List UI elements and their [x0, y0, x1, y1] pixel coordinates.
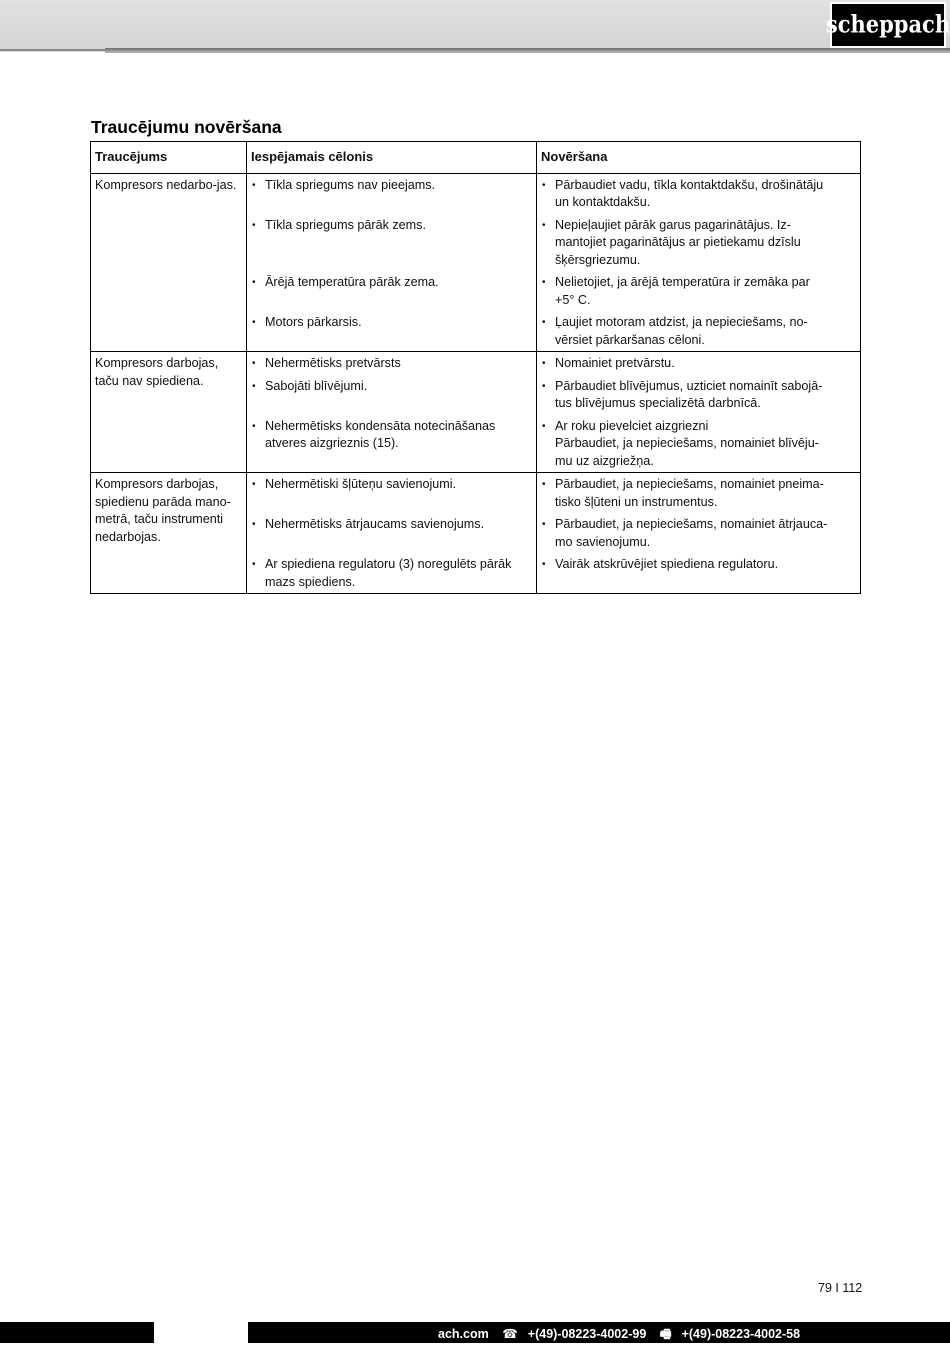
bullet-line: • Nehermētisks ātrjaucams savienojums.	[251, 516, 532, 534]
bullet-line: • Nehermētiski šļūteņu savienojumi.	[251, 476, 532, 494]
continuation-line: mantojiet pagarinātājus ar pietiekamu dzīslu	[555, 235, 801, 249]
troubleshooting-table	[90, 141, 861, 594]
bullet-line: • Ļaujiet motoram atdzist, ja nepieciešams, no-	[541, 314, 856, 332]
continuation-line: tisko šļūteni un instrumentus.	[555, 494, 718, 509]
fax-icon: 🖷	[659, 1327, 672, 1341]
bullet-line: • Pārbaudiet, ja nepieciešams, nomainiet pneima-	[541, 476, 856, 494]
table-row	[91, 473, 861, 514]
header-rule	[105, 48, 950, 53]
bullet-line: • Nomainiet pretvārstu.	[541, 355, 856, 373]
bullet-line: • Tīkla spriegums nav pieejams.	[251, 177, 532, 195]
header-rule-left	[0, 49, 105, 51]
cause-cell	[247, 473, 537, 514]
footer-contact	[438, 1325, 810, 1346]
continuation-line: mo savienojumu.	[555, 534, 651, 549]
bullet-line: • Pārbaudiet blīvējumus, uzticiet nomainīt sabojā-	[541, 378, 856, 396]
continuation-line: mazs spiediens.	[265, 574, 356, 589]
remedy-cell	[537, 352, 861, 375]
remedy-cell	[537, 375, 861, 415]
cause-cell	[247, 352, 537, 375]
bullet-line: • Nehermētisks kondensāta notecināšanas	[251, 418, 532, 436]
header-band	[0, 0, 950, 52]
page-title: Traucējumu novēršana	[91, 117, 282, 137]
remedy-cell	[537, 553, 861, 594]
remedy-cell	[537, 173, 861, 214]
cause-cell	[247, 173, 537, 214]
remedy-cell	[537, 513, 861, 553]
fault-cell: Kompresors darbojas, spiedienu parāda mano-metrā, taču instrumenti nedarbojas.	[91, 473, 247, 594]
continuation-line: vērsiet pārkaršanas cēloni.	[555, 332, 705, 347]
cause-cell	[247, 271, 537, 311]
cause-cell	[247, 375, 537, 415]
remedy-cell	[537, 415, 861, 473]
cause-cell	[247, 311, 537, 352]
page-number: 79 I 112	[818, 1281, 863, 1295]
continuation-line: Pārbaudiet, ja nepieciešams, nomainiet blīvēju-	[555, 436, 819, 450]
cause-cell	[247, 553, 537, 594]
logo-text: scheppach	[825, 11, 950, 40]
scheppach-logo	[825, 2, 950, 48]
bullet-line: • Sabojāti blīvējumi.	[251, 378, 532, 396]
cause-cell	[247, 214, 537, 272]
fault-cell: Kompresors nedarbo-jas.	[91, 173, 247, 352]
column-header-fault: Traucējums	[91, 142, 247, 174]
telephone-icon: ☎	[502, 1327, 518, 1341]
footer-white-block	[154, 1322, 248, 1343]
remedy-cell	[537, 271, 861, 311]
table-body	[91, 173, 861, 594]
table-row	[91, 173, 861, 214]
continuation-line: tus blīvējumus specializētā darbnīcā.	[555, 396, 761, 410]
footer-fax: +(49)-08223-4002-58	[681, 1327, 801, 1341]
bullet-line: • Ārējā temperatūra pārāk zema.	[251, 274, 532, 292]
continuation-line: mu uz aizgriežņa.	[555, 453, 654, 468]
table-row	[91, 352, 861, 375]
continuation-line: +5° C.	[555, 292, 591, 307]
cause-cell	[247, 513, 537, 553]
bullet-line: • Motors pārkarsis.	[251, 314, 532, 332]
column-header-cause: Iespējamais cēlonis	[247, 142, 537, 174]
bullet-line: • Tīkla spriegums pārāk zems.	[251, 217, 532, 235]
footer-website[interactable]: ach.com	[438, 1327, 489, 1341]
bullet-line: • Vairāk atskrūvējiet spiediena regulatoru.	[541, 556, 856, 574]
remedy-cell	[537, 311, 861, 352]
remedy-cell	[537, 214, 861, 272]
table-header-row	[91, 142, 861, 174]
bullet-line: • Nehermētisks pretvārsts	[251, 355, 532, 373]
footer-bar	[0, 1322, 950, 1343]
bullet-line: • Nelietojiet, ja ārējā temperatūra ir zemāka par	[541, 274, 856, 292]
bullet-line: • Pārbaudiet vadu, tīkla kontaktdakšu, drošinātāju	[541, 177, 856, 195]
remedy-cell	[537, 473, 861, 514]
bullet-line: • Ar roku pievelciet aizgriezni	[541, 418, 856, 436]
cause-cell	[247, 415, 537, 473]
continuation-line: šķērsgriezumu.	[555, 252, 641, 267]
logo-wordmark	[825, 5, 950, 45]
fault-cell: Kompresors darbojas, taču nav spiediena.	[91, 352, 247, 473]
continuation-line: atveres aizgrieznis (15).	[265, 436, 399, 450]
continuation-line: un kontaktdakšu.	[555, 195, 651, 209]
bullet-line: • Nepieļaujiet pārāk garus pagarinātājus. Iz-	[541, 217, 856, 235]
footer-phone: +(49)-08223-4002-99	[527, 1327, 647, 1341]
bullet-line: • Pārbaudiet, ja nepieciešams, nomainiet ātrjauca-	[541, 516, 856, 534]
bullet-line: • Ar spiediena regulatoru (3) noregulēts pārāk	[251, 556, 532, 574]
column-header-remedy: Novēršana	[537, 142, 861, 174]
